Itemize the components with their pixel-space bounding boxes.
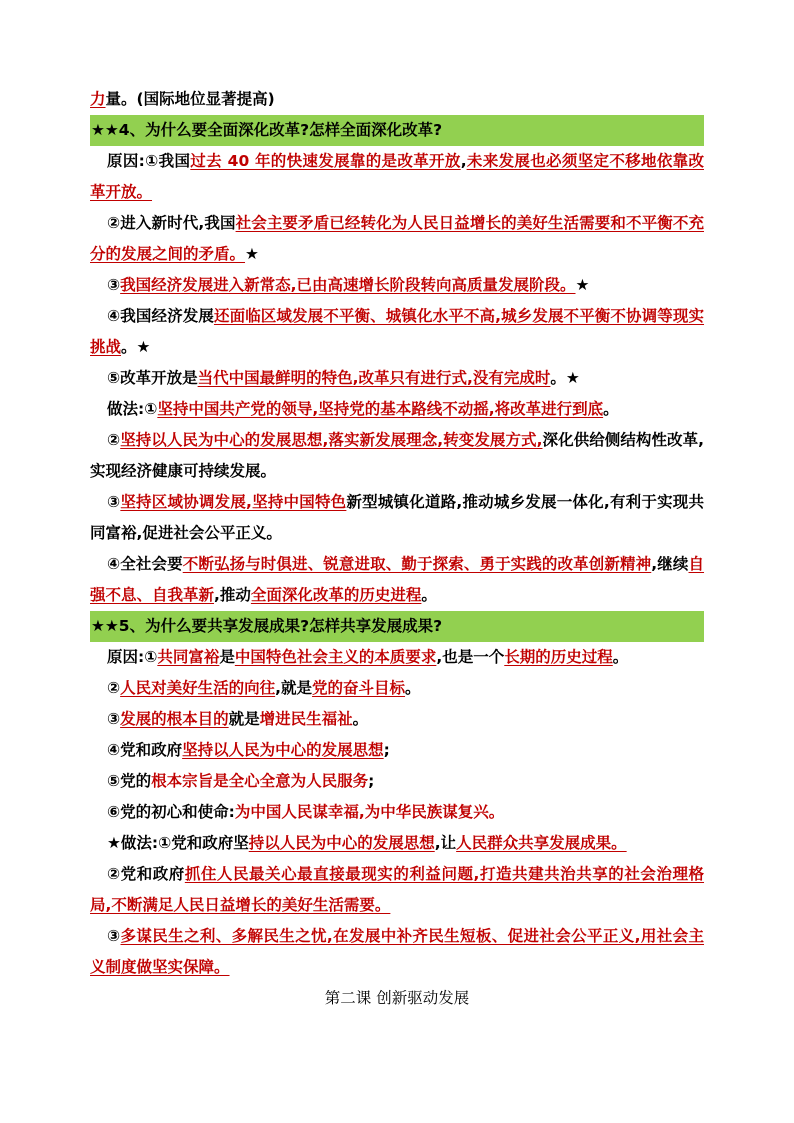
paragraph-q5-reason-5 [90,766,704,797]
red-text: 力 [90,90,106,108]
emphasis-text: 共同富裕 [157,648,220,666]
text: 。 [421,586,437,604]
text: 原因:① [107,648,158,666]
emphasis-text: 发展的根本目的 [120,710,229,728]
paragraph-q5-reason-2 [90,673,704,704]
paragraph-q4-reason-1 [90,146,704,208]
star-mark: ★ [575,276,590,294]
emphasis-text: 坚持区域协调发展,坚持中国特色 [120,493,347,511]
text: 量。(国际地位显著提高) [105,90,275,108]
emphasis-text: 还面临区域发展不平衡、城镇化水平不高,城乡发展不平衡不协调等现实挑战 [90,307,705,356]
text: ③ [107,493,121,511]
text: ②进入新时代,我国 [107,214,236,232]
paragraph-q4-method-3 [90,487,704,549]
paragraph-q4-method-4 [90,549,704,611]
text: ★做法:①党和政府坚 [107,834,249,852]
section-heading-q4: ★★4、为什么要全面深化改革?怎样全面深化改革? [90,115,704,146]
text: 是 [219,648,235,666]
text: ④全社会要 [107,555,183,573]
text: ,就是 [275,679,313,697]
text: , [460,152,467,170]
emphasis-text: 过去 40 年的快速发展靠的是改革开放 [190,152,461,170]
paragraph-q5-method-3 [90,921,704,983]
paragraph-q4-method-1 [90,394,704,425]
text: 深化供给侧结构性改革,实现经济健康可持续发展。 [90,431,705,480]
paragraph-q4-reason-3 [90,270,704,301]
text: 。 [612,648,629,666]
emphasis-text: 坚持以人民为中心的发展思想,落实新发展理念,转变发展方式, [120,431,543,449]
paragraph-q5-reason-6 [90,797,704,828]
emphasis-text: 全面深化改革的历史进程 [250,586,422,604]
text: ② [107,679,121,697]
emphasis-text: 多谋民生之利、多解民生之忧,在发展中补齐民生短板、促进社会公平正义,用社会主义制度做坚实保障。 [90,927,705,976]
star-mark: ★ [245,245,259,263]
text: ④我国经济发展 [107,307,214,325]
text: ② [107,431,121,449]
text: ; [383,741,390,759]
text: ⑤党的 [107,772,152,790]
text: 做法:① [107,400,158,418]
paragraph-q4-reason-4 [90,301,704,363]
emphasis-text: 不断弘扬与时俱进、锐意进取、勤于探索、勇于实践的改革创新精神 [182,555,652,573]
paragraph-q4-reason-5 [90,363,704,394]
emphasis-text: 为中国人民谋幸福,为中华民族谋复兴。 [234,803,505,821]
paragraph-q5-method-2 [90,859,704,921]
emphasis-text: 增进民生福祉 [259,710,353,728]
emphasis-text: 党的奋斗目标 [312,679,406,697]
emphasis-text: 中国特色社会主义的本质要求 [234,648,437,666]
paragraph-q4-reason-2 [90,208,704,270]
emphasis-text: 人民群众共享发展成果。 [456,834,627,852]
text: 新型城镇化道路,推动城乡发展一体化,有利于实现共同富裕,促进社会公平正义。 [90,493,705,542]
emphasis-text: 长期的历史过程 [504,648,613,666]
text: ⑤改革开放是 [107,369,198,387]
text: 原因:①我国 [107,152,191,170]
paragraph-q5-reason-3 [90,704,704,735]
text: ②党和政府 [107,865,185,883]
text: ; [368,772,375,790]
text: 。 [603,400,619,418]
text: ,继续 [651,555,689,573]
text: ,让 [434,834,457,852]
paragraph-q5-reason-1 [90,642,704,673]
emphasis-text: 坚持以人民为中心的发展思想 [182,741,384,759]
text: ③ [107,276,121,294]
emphasis-text: 自强不息、自我革新 [90,555,705,604]
emphasis-text: 未来发展也必须坚定不移地依靠改革开放。 [90,152,704,201]
emphasis-text: 人民对美好生活的向往 [120,679,276,697]
emphasis-text: 抓住人民最关心最直接最现实的利益问题,打造共建共治共享的社会治理格局,不断满足人民日益增长的美好生活需要。 [90,865,705,914]
intro-line [90,84,704,115]
emphasis-text: 社会主要矛盾已经转化为人民日益增长的美好生活需要和不平衡不充分的发展之间的矛盾。 [90,214,704,263]
emphasis-text: 根本宗旨是全心全意为人民服务 [151,772,369,790]
star-mark: 。★ [121,338,151,356]
text: 。 [405,679,421,697]
paragraph-q5-method-1 [90,828,704,859]
text: ,也是一个 [436,648,505,666]
paragraph-q5-reason-4 [90,735,704,766]
text: 。 [352,710,369,728]
emphasis-text: 我国经济发展进入新常态,已由高速增长阶段转向高质量发展阶段。 [120,276,576,294]
lesson-title: 第二课 创新驱动发展 [324,989,470,1007]
emphasis-text: 当代中国最鲜明的特色,改革只有进行式,没有完成时 [197,369,551,387]
emphasis-text: 坚持中国共产党的领导,坚持党的基本路线不动摇,将改革进行到底 [157,400,604,418]
text: ⑥党的初心和使命: [107,803,235,821]
text: 就是 [228,710,260,728]
text: ③ [107,710,121,728]
emphasis-text: 持以人民为中心的发展思想 [248,834,435,852]
text: ,推动 [214,586,251,604]
document-page [90,84,704,1014]
text: ④党和政府 [107,741,183,759]
section-heading-q5: ★★5、为什么要共享发展成果?怎样共享发展成果? [90,611,704,642]
text: ③ [107,927,121,945]
paragraph-q4-method-2 [90,425,704,487]
star-mark: 。★ [550,369,580,387]
